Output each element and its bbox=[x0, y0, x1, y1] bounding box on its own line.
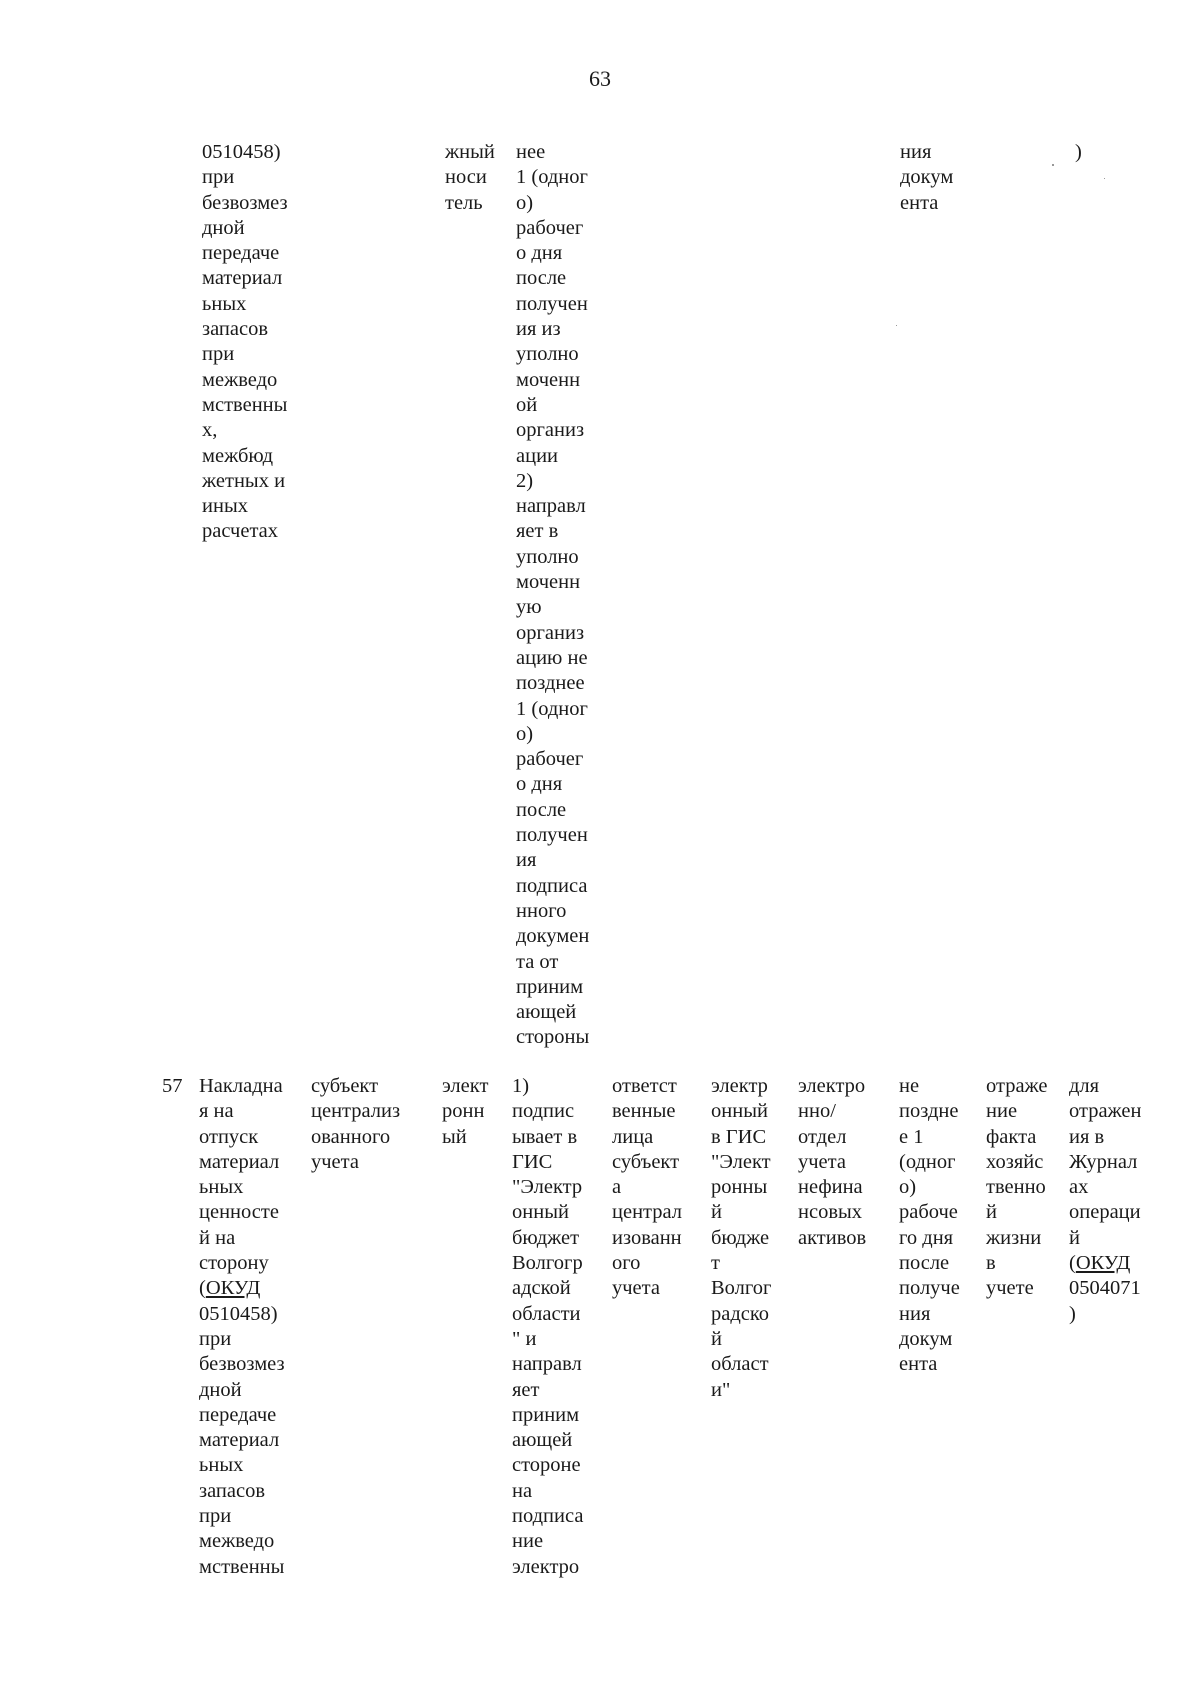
cell-line: материал bbox=[199, 1150, 280, 1173]
cell-line: т bbox=[711, 1252, 720, 1275]
cell-line: " и bbox=[512, 1327, 537, 1350]
cell-line: (ОКУД bbox=[1069, 1252, 1131, 1275]
cell-line: ающей bbox=[516, 1001, 577, 1024]
cell-line: централ bbox=[612, 1201, 683, 1224]
cell-line: подпис bbox=[512, 1100, 575, 1123]
cell-line: материал bbox=[199, 1429, 280, 1452]
cell-line: приним bbox=[516, 975, 584, 998]
cell-line: Волгогр bbox=[512, 1252, 583, 1275]
cell-line: ого bbox=[612, 1252, 641, 1275]
cell-line: е 1 bbox=[899, 1125, 924, 1148]
cell-line: ьных bbox=[202, 292, 247, 315]
cell-line: докум bbox=[899, 1327, 953, 1350]
cell-line: дной bbox=[202, 216, 245, 239]
row57-deadline-cell bbox=[899, 1074, 960, 1378]
cell-line: организ bbox=[516, 419, 585, 442]
cell-line: нного bbox=[516, 899, 567, 922]
cell-line: 1) bbox=[512, 1075, 530, 1097]
cell-line: ния bbox=[899, 1302, 931, 1325]
scan-speck bbox=[1104, 178, 1105, 179]
cell-line: жетных и bbox=[202, 469, 286, 492]
cell-line: моченн bbox=[516, 571, 581, 594]
cell-line: ающей bbox=[512, 1429, 573, 1452]
cell-line: подписа bbox=[516, 874, 588, 897]
cell-line: онный bbox=[512, 1201, 569, 1224]
cell-line: субъект bbox=[311, 1075, 379, 1097]
continued-procedure-cell bbox=[516, 140, 589, 1051]
cell-line: отражен bbox=[1069, 1100, 1142, 1123]
cell-line: стороне bbox=[512, 1454, 581, 1477]
cell-line: безвозмез bbox=[199, 1353, 285, 1376]
cell-line: учете bbox=[986, 1277, 1034, 1300]
cell-line: ации bbox=[516, 444, 559, 467]
cell-line: ьных bbox=[199, 1176, 244, 1199]
row57-purpose-cell bbox=[986, 1074, 1048, 1302]
cell-line: й bbox=[711, 1201, 722, 1224]
row57-storage-cell bbox=[1069, 1074, 1142, 1327]
row57-sent-to-cell bbox=[711, 1074, 771, 1403]
cell-line: нефина bbox=[798, 1176, 863, 1199]
cell-line: передаче bbox=[202, 242, 280, 265]
cell-line: ах bbox=[1069, 1176, 1089, 1199]
cell-line: "Электр bbox=[512, 1176, 583, 1199]
cell-line: о дня bbox=[516, 242, 563, 265]
cell-line: ронны bbox=[711, 1176, 768, 1199]
cell-line: х, bbox=[202, 419, 218, 442]
cell-line: ние bbox=[512, 1530, 544, 1553]
cell-line: й bbox=[1069, 1226, 1080, 1249]
cell-line: ацию не bbox=[516, 646, 588, 669]
cell-line: й на bbox=[199, 1226, 236, 1249]
cell-line: й bbox=[986, 1201, 997, 1224]
cell-line: расчетах bbox=[202, 520, 279, 543]
cell-line: радско bbox=[711, 1302, 770, 1325]
cell-line: материал bbox=[202, 267, 283, 290]
cell-line: твенно bbox=[986, 1176, 1046, 1199]
cell-line: рабочег bbox=[516, 216, 584, 239]
cell-line: нее bbox=[516, 141, 546, 163]
continued-carrier-cell bbox=[445, 140, 495, 216]
cell-line: ние bbox=[986, 1100, 1018, 1123]
cell-line: го дня bbox=[899, 1226, 954, 1249]
cell-line: и" bbox=[711, 1378, 731, 1401]
cell-line: изованн bbox=[612, 1226, 682, 1249]
okud-link[interactable]: ОКУД bbox=[205, 1277, 261, 1300]
cell-line: электр bbox=[711, 1075, 768, 1097]
cell-line: сторону bbox=[199, 1252, 269, 1275]
cell-line: факта bbox=[986, 1125, 1037, 1148]
cell-line: ния bbox=[900, 141, 932, 163]
row57-creator-cell bbox=[311, 1074, 400, 1175]
cell-line: област bbox=[711, 1353, 769, 1376]
cell-line: жизни bbox=[986, 1226, 1042, 1249]
cell-line: в ГИС bbox=[711, 1125, 767, 1148]
cell-line: получен bbox=[516, 824, 588, 847]
cell-line: отдел bbox=[798, 1125, 847, 1148]
cell-line: операци bbox=[1069, 1201, 1141, 1224]
cell-line: ывает в bbox=[512, 1125, 578, 1148]
cell-line: после bbox=[516, 798, 567, 821]
cell-line: в bbox=[986, 1252, 996, 1275]
cell-line: запасов bbox=[202, 318, 269, 341]
cell-line: Волгог bbox=[711, 1277, 772, 1300]
cell-line: электро bbox=[798, 1075, 866, 1097]
cell-line: ый bbox=[442, 1125, 467, 1148]
cell-line: носи bbox=[445, 166, 487, 189]
cell-line: межведо bbox=[202, 368, 278, 391]
cell-line: области bbox=[512, 1302, 581, 1325]
cell-line: ой bbox=[516, 393, 538, 416]
cell-line: не bbox=[899, 1075, 920, 1097]
cell-line: 0510458) bbox=[199, 1302, 278, 1325]
cell-line: субъект bbox=[612, 1150, 680, 1173]
cell-line: "Элект bbox=[711, 1150, 771, 1173]
row57-recipient-cell bbox=[798, 1074, 866, 1251]
page-number: 63 bbox=[589, 66, 611, 91]
row-number: 57 bbox=[162, 1075, 183, 1097]
cell-line: ценносте bbox=[199, 1201, 279, 1224]
cell-line: ронн bbox=[442, 1100, 485, 1123]
cell-line: яет в bbox=[516, 520, 559, 543]
cell-line: нно/ bbox=[798, 1100, 836, 1123]
cell-line: бюджет bbox=[512, 1226, 580, 1249]
cell-line: при bbox=[202, 166, 235, 189]
cell-line: активов bbox=[798, 1226, 867, 1249]
cell-line: бюдже bbox=[711, 1226, 770, 1249]
cell-line: ГИС bbox=[512, 1150, 553, 1173]
cell-line: хозяйс bbox=[986, 1150, 1044, 1173]
cell-line: иных bbox=[202, 495, 248, 518]
cell-line: (ОКУД bbox=[199, 1277, 261, 1300]
cell-line: ента bbox=[900, 191, 939, 214]
continued-deadline-cell bbox=[900, 140, 953, 216]
cell-line: ответст bbox=[612, 1075, 677, 1097]
cell-line: о) bbox=[516, 722, 534, 745]
cell-line: я на bbox=[199, 1100, 234, 1123]
cell-line: й bbox=[711, 1327, 722, 1350]
cell-line: подписа bbox=[512, 1505, 584, 1528]
cell-line: 1 (одног bbox=[516, 697, 588, 720]
cell-line: учета bbox=[612, 1277, 660, 1300]
cell-line: при bbox=[199, 1505, 232, 1528]
row57-carrier-cell bbox=[442, 1074, 488, 1150]
continued-storage-cell bbox=[1075, 140, 1082, 165]
cell-line: межбюд bbox=[202, 444, 274, 467]
cell-line: дной bbox=[199, 1378, 242, 1401]
cell-line: та от bbox=[516, 950, 559, 973]
cell-line: ованного bbox=[311, 1125, 391, 1148]
cell-line: безвозмез bbox=[202, 191, 288, 214]
cell-line: ента bbox=[899, 1353, 938, 1376]
cell-line: тель bbox=[445, 191, 483, 214]
cell-line: 0504071 bbox=[1069, 1277, 1141, 1300]
cell-line: получен bbox=[516, 292, 588, 315]
cell-line: адской bbox=[512, 1277, 571, 1300]
cell-line: после bbox=[899, 1252, 950, 1275]
cell-line: уполно bbox=[516, 343, 579, 366]
cell-line: ия из bbox=[516, 318, 561, 341]
cell-line: моченн bbox=[516, 368, 581, 391]
okud-link[interactable]: ОКУД bbox=[1075, 1252, 1131, 1275]
cell-line: получе bbox=[899, 1277, 960, 1300]
scan-speck bbox=[896, 325, 897, 326]
cell-line: а bbox=[612, 1176, 622, 1199]
cell-line: ия bbox=[516, 849, 537, 872]
cell-line: электро bbox=[512, 1555, 580, 1578]
cell-line: нсовых bbox=[798, 1201, 863, 1224]
cell-line: направл bbox=[516, 495, 586, 518]
cell-line: о) bbox=[899, 1176, 917, 1199]
cell-line: ) bbox=[1069, 1302, 1076, 1325]
cell-line: передаче bbox=[199, 1403, 277, 1426]
cell-line: Накладна bbox=[199, 1075, 283, 1097]
cell-line: запасов bbox=[199, 1479, 266, 1502]
cell-line: ую bbox=[516, 596, 542, 619]
cell-line: на bbox=[512, 1479, 533, 1502]
cell-line: приним bbox=[512, 1403, 580, 1426]
cell-line: уполно bbox=[516, 545, 579, 568]
cell-line: отраже bbox=[986, 1075, 1048, 1097]
cell-line: при bbox=[202, 343, 235, 366]
cell-line: Журнал bbox=[1069, 1150, 1138, 1173]
row57-signers-cell bbox=[612, 1074, 682, 1302]
cell-line: о дня bbox=[516, 773, 563, 796]
cell-line: межведо bbox=[199, 1530, 275, 1553]
cell-line: мственны bbox=[199, 1555, 285, 1578]
cell-line: централиз bbox=[311, 1100, 401, 1123]
cell-line: при bbox=[199, 1327, 232, 1350]
cell-line: 1 (одног bbox=[516, 166, 588, 189]
cell-line: докум bbox=[900, 166, 954, 189]
cell-line: лица bbox=[612, 1125, 654, 1148]
cell-line: поздне bbox=[899, 1100, 959, 1123]
cell-line: элект bbox=[442, 1075, 489, 1097]
cell-line: для bbox=[1069, 1075, 1100, 1097]
cell-line: рабоче bbox=[899, 1201, 958, 1224]
cell-line: ) bbox=[1075, 141, 1082, 163]
row57-procedure-cell bbox=[512, 1074, 583, 1580]
cell-line: позднее bbox=[516, 672, 585, 695]
cell-line: 0510458) bbox=[202, 141, 281, 163]
cell-line: после bbox=[516, 267, 567, 290]
cell-line: организ bbox=[516, 621, 585, 644]
cell-line: учета bbox=[311, 1150, 359, 1173]
cell-line: венные bbox=[612, 1100, 676, 1123]
continued-doc-name-cell bbox=[202, 140, 288, 545]
cell-line: учета bbox=[798, 1150, 846, 1173]
cell-line: жный bbox=[445, 141, 495, 163]
scan-speck bbox=[1052, 164, 1054, 166]
cell-line: ьных bbox=[199, 1454, 244, 1477]
row57-doc-name-cell bbox=[199, 1074, 285, 1580]
cell-line: онный bbox=[711, 1100, 768, 1123]
cell-line: направл bbox=[512, 1353, 582, 1376]
cell-line: отпуск bbox=[199, 1125, 259, 1148]
cell-line: яет bbox=[512, 1378, 540, 1401]
cell-line: докумен bbox=[516, 925, 590, 948]
cell-line: о) bbox=[516, 191, 534, 214]
cell-line: рабочег bbox=[516, 748, 584, 771]
cell-line: стороны bbox=[516, 1026, 590, 1049]
cell-line: (одног bbox=[899, 1150, 956, 1173]
cell-line: мственны bbox=[202, 393, 288, 416]
cell-line: 2) bbox=[516, 469, 534, 492]
cell-line: ия в bbox=[1069, 1125, 1105, 1148]
